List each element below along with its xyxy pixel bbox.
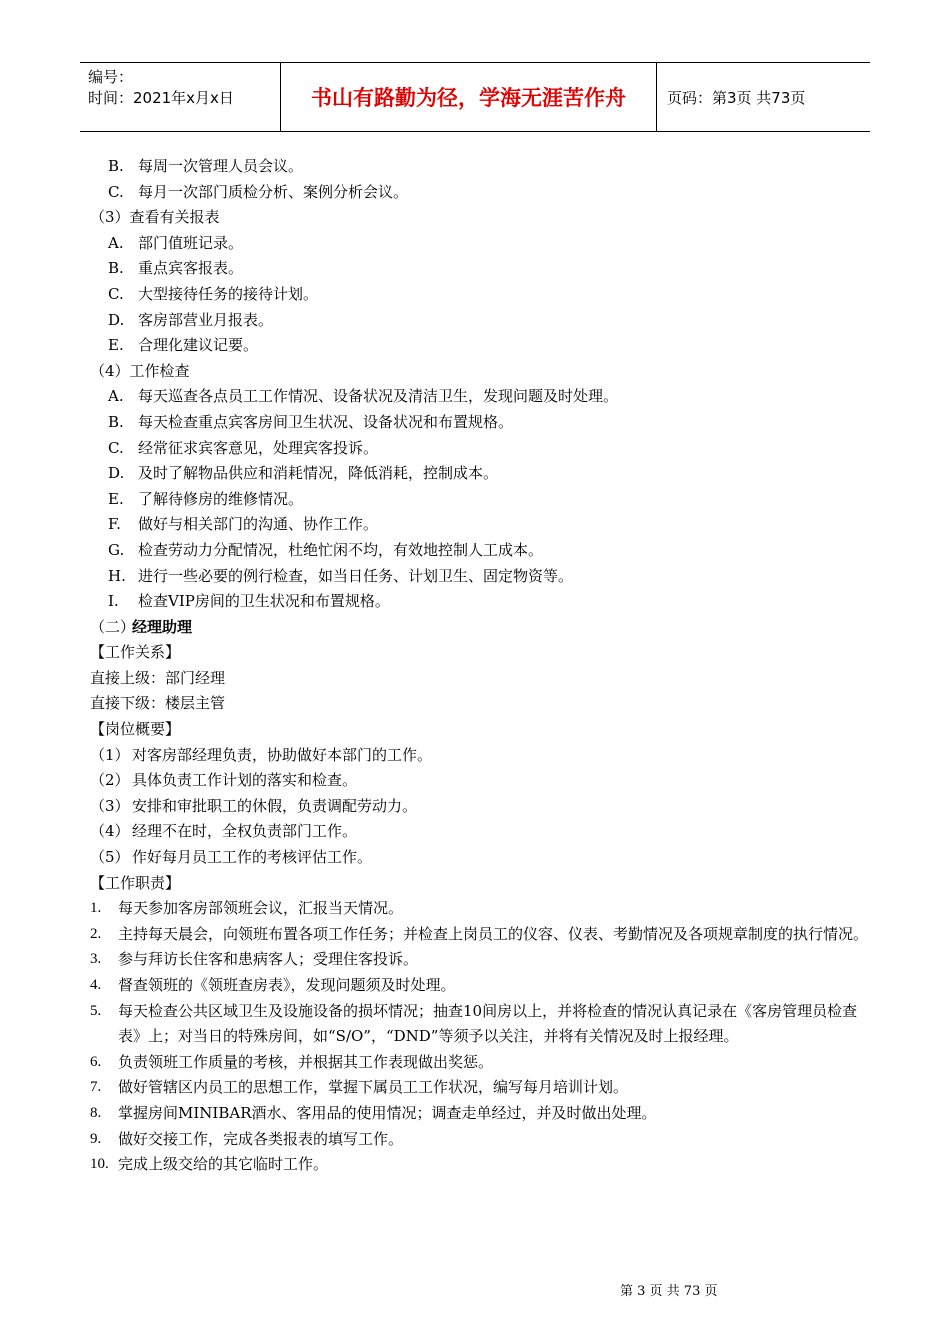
duty-item: 5. 每天检查公共区域卫生及设施设备的损坏情况；抽查10间房以上，并将检查的情况认真记录在《客房管理员检查表》上；对当日的特殊房间，如“S/O”，“DND”等须予以关注，并将有关情况及时上报经理。 — [90, 1001, 858, 1046]
list-item: D. 客房部营业月报表。 — [108, 310, 274, 329]
list-item: E. 了解待修房的维修情况。 — [108, 489, 304, 508]
duty-item: 9. 做好交接工作，完成各类报表的填写工作。 — [90, 1129, 404, 1148]
duty-item: 2. 主持每天晨会，向领班布置各项工作任务；并检查上岗员工的仪容、仪表、考勤情况及各项规章制度的执行情况。 — [90, 924, 869, 943]
list-item: （5） 作好每月员工工作的考核评估工作。 — [90, 848, 373, 867]
list-item: C. 每月一次部门质检分析、案例分析会议。 — [108, 182, 409, 201]
page-header — [80, 62, 870, 132]
list-item: （1） 对客房部经理负责，协助做好本部门的工作。 — [90, 745, 433, 764]
list-item: B. 每周一次管理人员会议。 — [108, 157, 304, 175]
list-item: D. 及时了解物品供应和消耗情况，降低消耗，控制成本。 — [108, 464, 499, 483]
duty-item: 8. 掌握房间MINIBAR酒水、客用品的使用情况；调查走单经过，并及时做出处理。 — [90, 1103, 657, 1122]
time-label: 时间：2021年x月x日 — [88, 89, 234, 107]
list-item: H. 进行一些必要的例行检查，如当日任务、计划卫生、固定物资等。 — [108, 566, 574, 585]
list-item: F. 做好与相关部门的沟通、协作工作。 — [108, 515, 379, 534]
header-page-label: 页码：第3页 共73页 — [667, 88, 806, 107]
section-heading: （4）工作检查 — [90, 361, 190, 380]
section-title: （二）经理助理 — [90, 617, 193, 636]
subsection-heading: 【岗位概要】 — [90, 720, 181, 739]
duty-item: 4. 督查领班的《领班查房表》，发现问题须及时处理。 — [90, 976, 456, 994]
document-body — [90, 154, 870, 1178]
subordinate-line: 直接下级：楼层主管 — [90, 694, 226, 713]
list-item: G. 检查劳动力分配情况，杜绝忙闲不均，有效地控制人工成本。 — [108, 540, 544, 559]
header-motto: 书山有路勤为径，学海无涯苦作舟 — [280, 63, 657, 131]
list-item: A. 每天巡查各点员工工作情况、设备状况及清洁卫生，发现问题及时处理。 — [108, 387, 619, 406]
list-item: （4） 经理不在时，全权负责部门工作。 — [90, 822, 358, 841]
superior-line: 直接上级：部门经理 — [90, 668, 226, 687]
list-item: （2） 具体负责工作计划的落实和检查。 — [90, 771, 358, 790]
header-meta — [80, 63, 280, 131]
list-item: C. 经常征求宾客意见，处理宾客投诉。 — [108, 438, 379, 457]
list-item: C. 大型接待任务的接待计划。 — [108, 284, 319, 303]
duty-item: 1. 每天参加客房部领班会议，汇报当天情况。 — [90, 899, 404, 918]
page-footer: 第 3 页 共 73 页 — [620, 1284, 718, 1299]
duty-item: 7. 做好管辖区内员工的思想工作，掌握下属员工工作状况，编写每月培训计划。 — [90, 1078, 629, 1097]
duty-item: 3. 参与拜访长住客和患病客人；受理住客投诉。 — [90, 950, 419, 969]
code-label: 编号： — [88, 68, 134, 86]
list-item: A. 部门值班记录。 — [108, 233, 244, 252]
duty-item: 6. 负责领班工作质量的考核，并根据其工作表现做出奖惩。 — [90, 1052, 494, 1071]
subsection-heading: 【工作关系】 — [90, 643, 181, 662]
duty-item: 10. 完成上级交给的其它临时工作。 — [90, 1155, 329, 1174]
subsection-heading: 【工作职责】 — [90, 873, 181, 892]
list-item: E. 合理化建议记要。 — [108, 336, 259, 355]
list-item: B. 每天检查重点宾客房间卫生状况、设备状况和布置规格。 — [108, 412, 514, 431]
section-heading: （3）查看有关报表 — [90, 208, 220, 227]
list-item: B. 重点宾客报表。 — [108, 259, 244, 278]
list-item: I. 检查VIP房间的卫生状况和布置规格。 — [108, 592, 390, 611]
list-item: （3） 安排和审批职工的休假，负责调配劳动力。 — [90, 796, 418, 815]
